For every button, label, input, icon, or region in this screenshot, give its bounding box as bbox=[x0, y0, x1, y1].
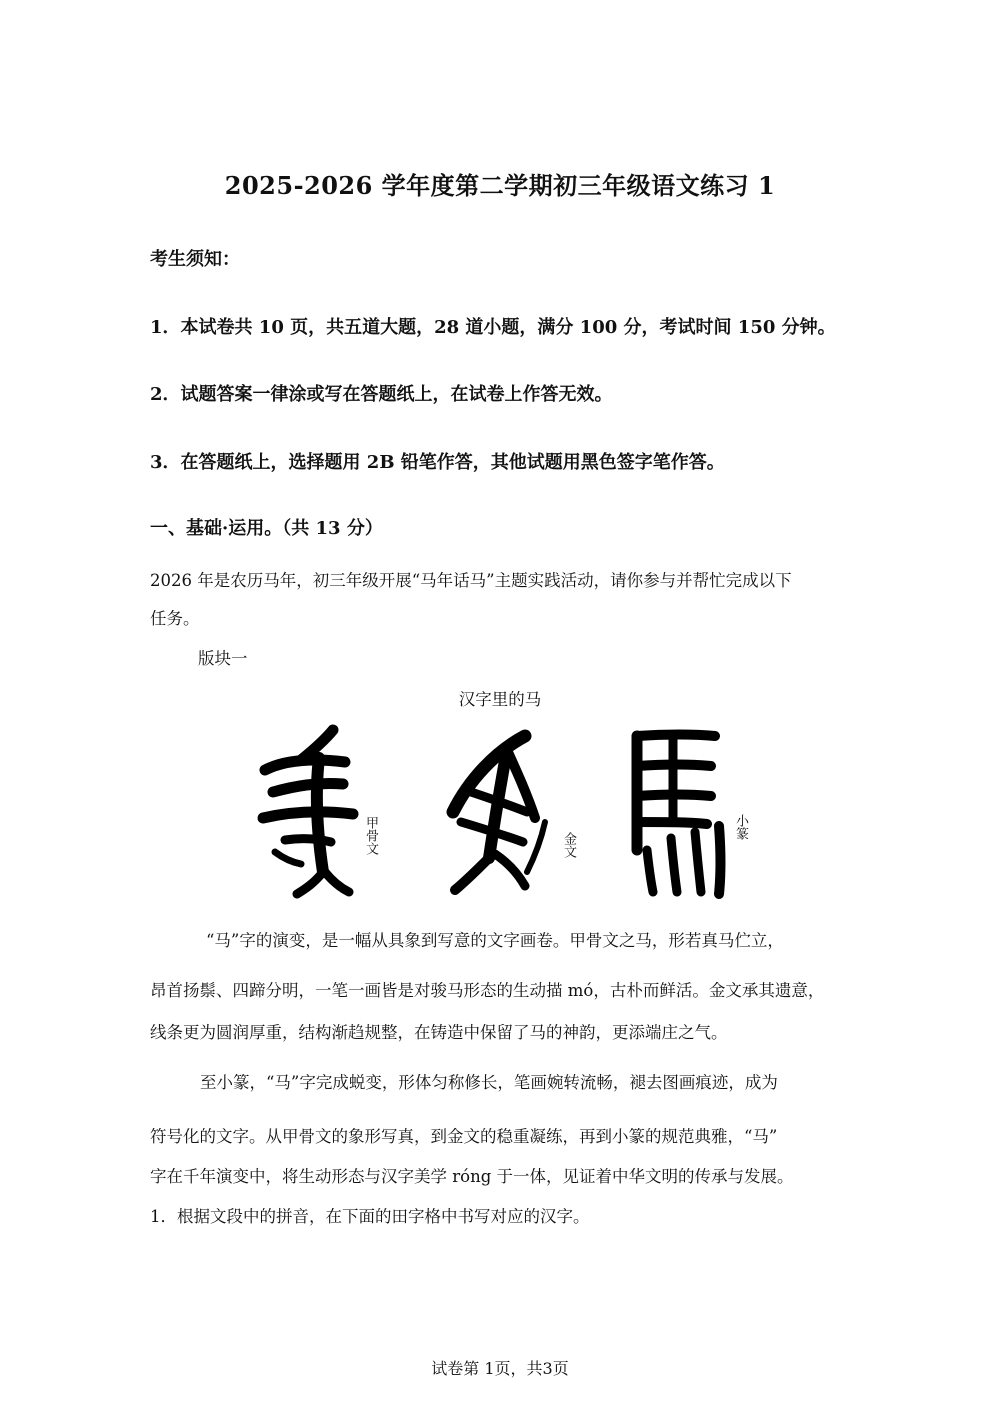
small-seal-label: 小篆 bbox=[733, 814, 748, 840]
passage-line-3: 线条更为圆润厚重，结构渐趋规整，在铸造中保留了马的神韵，更添端庄之气。 bbox=[150, 1023, 728, 1042]
bronze-inscription-label: 金文 bbox=[561, 832, 576, 858]
notice-heading: 考生须知： bbox=[150, 249, 240, 270]
question-1: 1．根据文段中的拼音，在下面的田字格中书写对应的汉字。 bbox=[150, 1207, 590, 1226]
horse-glyphs-illustration bbox=[245, 722, 765, 902]
intro-line-2: 任务。 bbox=[150, 609, 200, 628]
notice-item-3: 3．在答题纸上，选择题用 2B 铅笔作答，其他试题用黑色签字笔作答。 bbox=[150, 452, 725, 473]
passage-line-2: 昂首扬鬃、四蹄分明，一笔一画皆是对骏马形态的生动描 mó，古朴而鲜活。金文承其遗意， bbox=[150, 981, 825, 1000]
page-footer: 试卷第 1页，共3页 bbox=[431, 1359, 569, 1378]
figure-title: 汉字里的马 bbox=[458, 690, 542, 709]
section-heading: 一、基础·运用。（共 13 分） bbox=[150, 518, 383, 539]
small-seal-horse-glyph bbox=[637, 735, 721, 895]
bronze-inscription-horse-glyph bbox=[453, 736, 545, 890]
block-label: 版块一 bbox=[198, 649, 248, 668]
notice-item-2: 2．试题答案一律涂或写在答题纸上，在试卷上作答无效。 bbox=[150, 384, 613, 405]
oracle-bone-horse-glyph bbox=[263, 730, 353, 894]
passage-line-6: 字在千年演变中，将生动形态与汉字美学 róng 于一体，见证着中华文明的传承与发展。 bbox=[150, 1167, 794, 1186]
passage-line-4: 至小篆，“马”字完成蜕变，形体匀称修长，笔画婉转流畅，褪去图画痕迹，成为 bbox=[200, 1073, 778, 1092]
passage-line-1: “马”字的演变，是一幅从具象到写意的文字画卷。甲骨文之马，形若真马伫立， bbox=[206, 931, 784, 950]
oracle-bone-label: 甲骨文 bbox=[363, 816, 378, 855]
exam-title: 2025-2026 学年度第二学期初三年级语文练习 1 bbox=[224, 171, 776, 200]
intro-line-1: 2026 年是农历马年，初三年级开展“马年话马”主题实践活动，请你参与并帮忙完成以下 bbox=[150, 571, 792, 590]
horse-character-figure bbox=[245, 722, 765, 902]
notice-item-1: 1．本试卷共 10 页，共五道大题，28 道小题，满分 100 分，考试时间 150 分钟。 bbox=[150, 317, 836, 338]
passage-line-5: 符号化的文字。从甲骨文的象形写真，到金文的稳重凝练，再到小篆的规范典雅，“马” bbox=[150, 1127, 778, 1146]
